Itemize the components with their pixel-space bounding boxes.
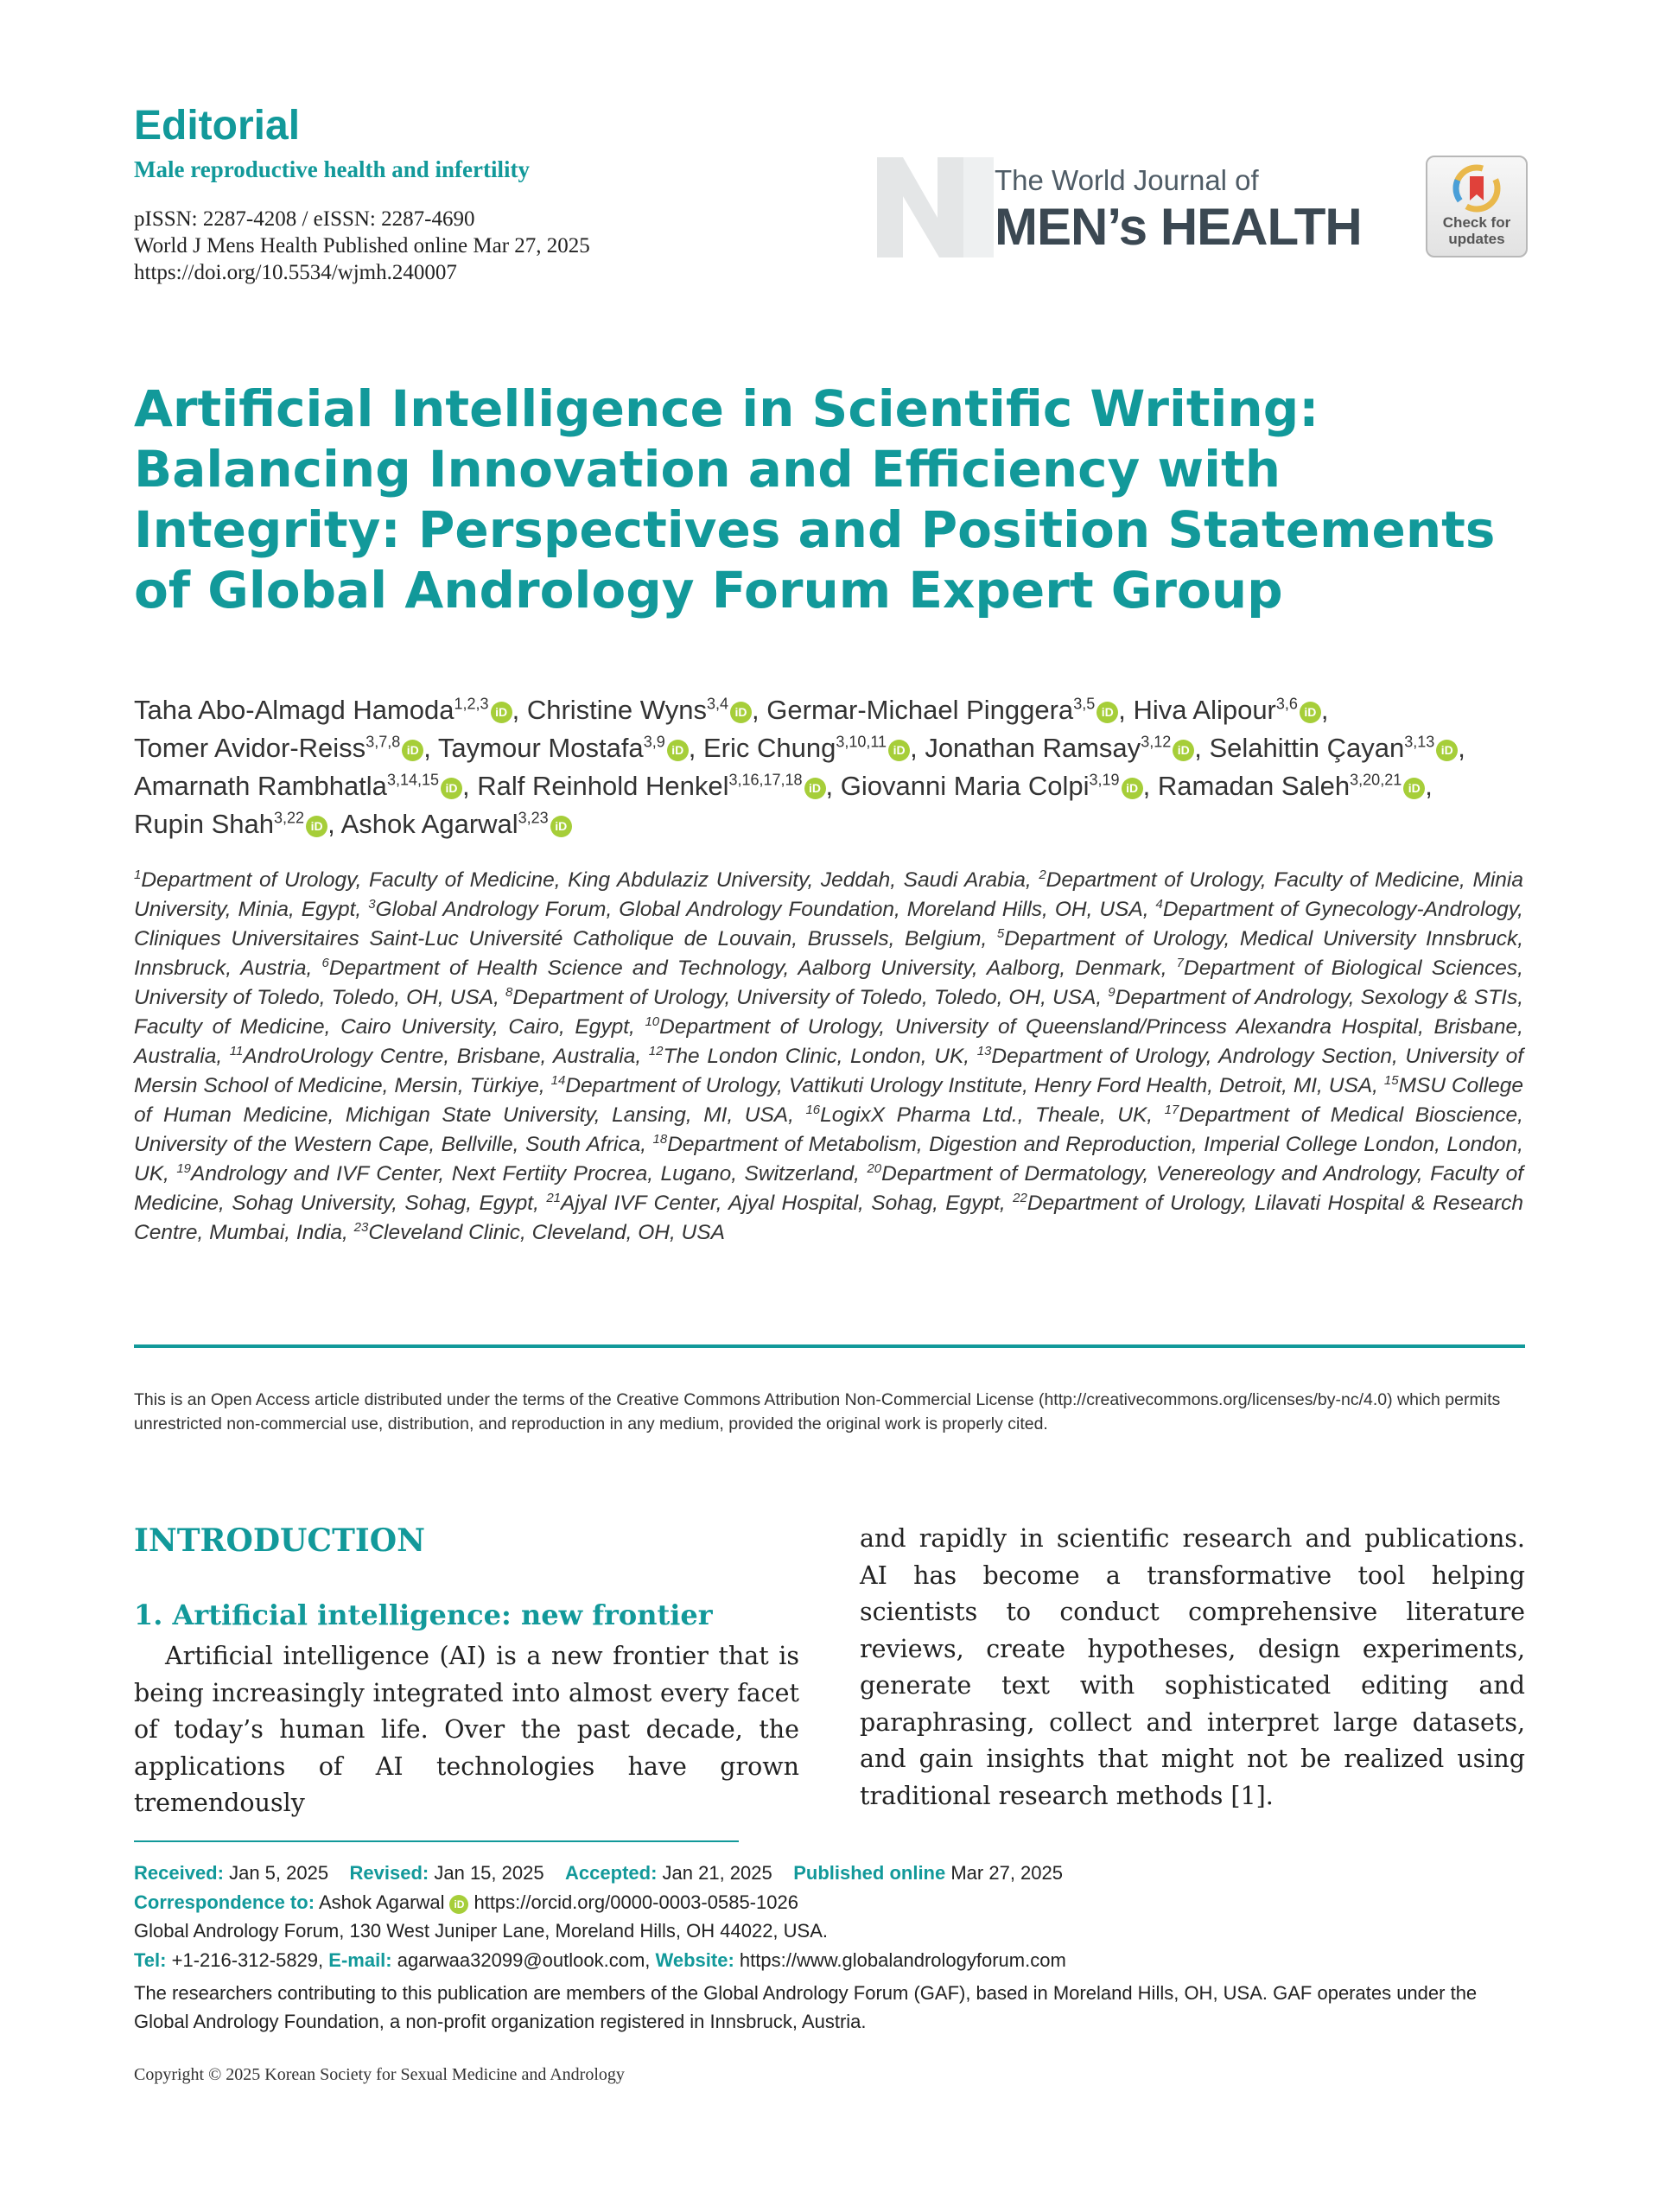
author (527, 695, 760, 725)
author-affiliation-numbers: 3,20,21 (1350, 771, 1402, 789)
author-separator: , (1142, 771, 1151, 801)
author-separator: , (825, 771, 834, 801)
orcid-icon[interactable] (888, 740, 910, 761)
author-affiliation-numbers: 3,19 (1089, 771, 1120, 789)
author-affiliation-numbers: 3,5 (1073, 695, 1096, 713)
author (766, 695, 1126, 725)
affiliation-text: Cleveland Clinic, Cleveland, OH, USA (368, 1221, 725, 1244)
affiliation-number: 20 (867, 1160, 882, 1176)
author-name: Amarnath Rambhatla (134, 771, 387, 801)
published-date: Mar 27, 2025 (950, 1862, 1063, 1884)
author (134, 809, 335, 839)
affiliation-text: Department of Metabolism, Digestion and Reproduction, Imperial College London, London, UK, (134, 1133, 1523, 1185)
author-separator: , (1425, 771, 1433, 801)
affiliation-text: Department of Medical Bioscience, University of the Western Cape, Bellville, South Africa, (134, 1103, 1523, 1156)
body-text-left: Artificial intelligence (AI) is a new frontier that is being increasingly integrated into almost every facet of today’s human life. Over the past decade, the applications of AI technologies have grown tremendously (134, 1642, 799, 1817)
author-name: Rupin Shah (134, 809, 275, 839)
affiliation-text: AndroUrology Centre, Brisbane, Australia, (243, 1045, 642, 1068)
journal-logo (877, 157, 1391, 257)
author (134, 695, 519, 725)
author-name: Ramadan Saleh (1157, 771, 1351, 801)
author-name: Ralf Reinhold Henkel (477, 771, 729, 801)
affiliations (134, 866, 1523, 1248)
author-separator: , (910, 733, 918, 763)
author (477, 771, 833, 801)
received-date: Jan 5, 2025 (229, 1862, 329, 1884)
accepted-label: Accepted: (565, 1862, 658, 1884)
orcid-icon[interactable] (804, 778, 826, 799)
correspondence-address: Global Andrology Forum, 130 West Juniper Lane, Moreland Hills, OH 44022, USA. (134, 1920, 828, 1942)
affiliation-text: The London Clinic, London, UK, (663, 1045, 970, 1068)
author-affiliation-numbers: 1,2,3 (454, 695, 489, 713)
affiliation-text: Department of Urology, Faculty of Medicine, King Abdulaziz University, Jeddah, Saudi Arabia, (141, 868, 1032, 892)
divider (134, 1344, 1525, 1348)
author (925, 733, 1202, 763)
author-affiliation-numbers: 3,7,8 (365, 733, 401, 751)
affiliation-number: 6 (321, 955, 329, 970)
author-name: Hiva Alipour (1133, 695, 1276, 725)
author-list (134, 691, 1534, 843)
affiliation-text: Department of Urology, Lilavati Hospital & Research Centre, Mumbai, India, (134, 1192, 1523, 1244)
correspondence-label: Correspondence to: (134, 1891, 315, 1913)
affiliation-text: Department of Urology, University of Toledo, Toledo, OH, USA, (512, 986, 1103, 1009)
correspondence (134, 1891, 798, 1914)
article-type: Editorial (134, 103, 301, 149)
author-name: Tomer Avidor-Reiss (134, 733, 366, 763)
tel-value: +1-216-312-5829, (171, 1949, 324, 1971)
logo-text-top: The World Journal of (995, 164, 1259, 196)
author (703, 733, 918, 763)
affiliation-text: Andrology and IVF Center, Next Fertiity Procrea, Lugano, Switzerland, (191, 1162, 860, 1185)
contact-line (134, 1949, 1066, 1972)
orcid-icon[interactable] (1096, 702, 1118, 723)
affiliation-text: Ajyal IVF Center, Ajyal Hospital, Sohag, Egypt, (561, 1192, 1006, 1215)
affiliation-text: Department of Biological Sciences, University of Toledo, Toledo, OH, USA, (134, 957, 1523, 1009)
affiliation-number: 18 (652, 1131, 668, 1147)
affiliation-number: 19 (176, 1160, 191, 1176)
footnote-divider (134, 1840, 739, 1842)
tel-label: Tel: (134, 1949, 167, 1971)
affiliation-number: 3 (368, 896, 376, 912)
affiliation-number: 22 (1013, 1190, 1027, 1205)
correspondence-name: Ashok Agarwal (318, 1891, 445, 1913)
affiliation-text: Department of Urology, Vattikuti Urology Institute, Henry Ford Health, Detroit, MI, USA, (565, 1074, 1378, 1097)
affiliation-number: 7 (1176, 955, 1185, 970)
affiliation-text: Department of Health Science and Technology, Aalborg University, Aalborg, Denmark, (328, 957, 1167, 980)
author (341, 809, 572, 839)
website-label: Website: (655, 1949, 734, 1971)
orcid-icon[interactable] (1436, 740, 1458, 761)
orcid-icon[interactable] (1173, 740, 1194, 761)
author-name: Taymour Mostafa (437, 733, 644, 763)
orcid-icon[interactable] (550, 816, 572, 837)
article-dates (134, 1862, 1063, 1885)
author-affiliation-numbers: 3,10,11 (836, 733, 887, 751)
email-link[interactable]: agarwaa32099@outlook.com, (397, 1949, 651, 1971)
author-separator: , (327, 809, 335, 839)
affiliation-number: 1 (134, 867, 142, 882)
orcid-icon[interactable] (1403, 778, 1425, 799)
affiliation-text: Department of Urology, Faculty of Medicine, Minia University, Minia, Egypt, (134, 868, 1523, 921)
check-for-updates-label: Check for updates (1442, 214, 1511, 247)
author-name: Giovanni Maria Colpi (840, 771, 1090, 801)
author-separator: , (423, 733, 431, 763)
author-separator: , (688, 733, 696, 763)
author (841, 771, 1150, 801)
journal-logo-mark-icon (877, 157, 994, 257)
orcid-icon[interactable] (730, 702, 752, 723)
affiliation-text: Department of Urology, University of Queensland/Princess Alexandra Hospital, Brisbane, Australia, (134, 1015, 1523, 1068)
author-affiliation-numbers: 3,13 (1404, 733, 1435, 751)
revised-label: Revised: (349, 1862, 429, 1884)
affiliation-number: 16 (805, 1102, 821, 1117)
affiliation-number: 10 (645, 1014, 660, 1029)
subsection-heading: 1. Artificial intelligence: new frontier (134, 1599, 713, 1631)
section-label: Male reproductive health and infertility (134, 156, 530, 182)
author (134, 733, 431, 763)
author-separator: , (462, 771, 470, 801)
affiliation-number: 2 (1039, 867, 1046, 882)
affiliation-text: Department of Urology, Medical University Innsbruck, Innsbruck, Austria, (134, 927, 1524, 980)
affiliation-number: 9 (1108, 984, 1116, 1000)
author-separator: , (1320, 695, 1329, 725)
accepted-date: Jan 21, 2025 (662, 1862, 772, 1884)
orcid-icon[interactable] (449, 1895, 468, 1914)
affiliation-text: Department of Dermatology, Venereology and Andrology, Faculty of Medicine, Sohag University, Sohag, Egypt, (134, 1162, 1524, 1215)
email-label: E-mail: (328, 1949, 392, 1971)
affiliation-number: 15 (1383, 1072, 1399, 1088)
affiliation-number: 23 (353, 1219, 369, 1235)
affiliation-text: Global Andrology Forum, Global Andrology Foundation, Moreland Hills, OH, USA, (375, 898, 1149, 921)
affiliation-number: 14 (550, 1072, 566, 1088)
orcid-icon[interactable] (441, 778, 462, 799)
author-name: Jonathan Ramsay (925, 733, 1141, 763)
check-for-updates-badge[interactable] (1426, 156, 1528, 257)
author-name: Ashok Agarwal (340, 809, 518, 839)
author-name: Taha Abo-Almagd Hamoda (134, 695, 454, 725)
author-affiliation-numbers: 3,16,17,18 (728, 771, 803, 789)
affiliation-text: Department of Urology, Andrology Section, University of Mersin School of Medicine, Mersin, Türkiye, (134, 1045, 1523, 1097)
revised-date: Jan 15, 2025 (434, 1862, 544, 1884)
affiliation-text: Department of Andrology, Sexology & STIs, Faculty of Medicine, Cairo University, Cairo, Egypt, (134, 986, 1524, 1039)
orcid-icon[interactable] (1122, 778, 1143, 799)
author-name: Christine Wyns (526, 695, 707, 725)
author-separator: , (1458, 733, 1465, 763)
bookmark-icon (1451, 162, 1503, 214)
doi-link[interactable]: https://doi.org/10.5534/wjmh.240007 (134, 261, 457, 284)
received-label: Received: (134, 1862, 224, 1884)
journal-line: World J Mens Health Published online Mar 27, 2025 (134, 234, 590, 257)
section-heading: INTRODUCTION (134, 1522, 425, 1559)
author-affiliation-numbers: 3,22 (274, 809, 305, 827)
orcid-icon[interactable] (402, 740, 423, 761)
article-title: Artificial Intelligence in Scientific Writing: Balancing Innovation and Efficiency with Integrity: Perspectives and Position Statements of Global Andrology Forum Expert Group (134, 379, 1496, 620)
body-text-right: and rapidly in scientific research and publications. AI has become a transformative tool helping scientists to conduct comprehensive literature reviews, create hypotheses, design experiments, generate text with sophisticated editing and paraphrasing, collect and interpret large datasets, and gain insights that might not be realized using traditional research methods [1]. (860, 1524, 1525, 1810)
author-name: Germar-Michael Pinggera (766, 695, 1074, 725)
author (1133, 695, 1328, 725)
affiliation-number: 13 (976, 1043, 992, 1058)
author-affiliation-numbers: 3,4 (706, 695, 729, 713)
author-affiliation-numbers: 3,23 (518, 809, 549, 827)
author-affiliation-numbers: 3,6 (1275, 695, 1298, 713)
affiliation-number: 8 (505, 984, 513, 1000)
author-separator: , (512, 695, 520, 725)
affiliation-number: 12 (648, 1043, 664, 1058)
author (1158, 771, 1433, 801)
orcid-icon[interactable] (306, 816, 327, 837)
affiliation-text: LogixX Pharma Ltd., Theale, UK, (820, 1103, 1154, 1127)
affiliation-number: 21 (546, 1190, 561, 1205)
affiliation-text: Department of Gynecology-Andrology, Cliniques Universitaires Saint-Luc Université Catholique de Louvain, Brussels, Belgium, (134, 898, 1523, 950)
affiliation-number: 17 (1164, 1102, 1179, 1117)
license-text: This is an Open Access article distributed under the terms of the Creative Commons Attribution Non-Commercial License (http://creativecommons.org/licenses/by-nc/4.0) which permits unrestricted non-commercial use, distribution, and reproduction in any medium, provided the original work is properly cited. (134, 1390, 1501, 1433)
affiliation-text: MSU College of Human Medicine, Michigan State University, Lansing, MI, USA, (134, 1074, 1523, 1127)
gaf-note: The researchers contributing to this publication are members of the Global Andrology Forum (GAF), based in Moreland Hills, OH, USA. GAF operates under the Global Andrology Foundation, a non-profit organization registered in Innsbruck, Austria. (134, 1982, 1478, 2032)
author-name: Selahittin Çayan (1209, 733, 1405, 763)
copyright: Copyright © 2025 Korean Society for Sexual Medicine and Andrology (134, 2065, 625, 2084)
author-name: Eric Chung (702, 733, 836, 763)
author-separator: , (1118, 695, 1126, 725)
orcid-icon[interactable] (667, 740, 689, 761)
orcid-icon[interactable] (491, 702, 512, 723)
affiliation-number: 4 (1155, 896, 1163, 912)
affiliation-number: 11 (229, 1043, 244, 1058)
author (1209, 733, 1465, 763)
website-link[interactable]: https://www.globalandrologyforum.com (739, 1949, 1066, 1971)
author-affiliation-numbers: 3,9 (643, 733, 665, 751)
author (438, 733, 696, 763)
published-label: Published online (793, 1862, 946, 1884)
affiliation-number: 5 (996, 925, 1005, 941)
author-affiliation-numbers: 3,12 (1141, 733, 1172, 751)
issn-line: pISSN: 2287-4208 / eISSN: 2287-4690 (134, 207, 475, 231)
orcid-icon[interactable] (1300, 702, 1321, 723)
author-separator: , (752, 695, 760, 725)
author-affiliation-numbers: 3,14,15 (386, 771, 439, 789)
orcid-link[interactable]: https://orcid.org/0000-0003-0585-1026 (474, 1891, 798, 1913)
author-separator: , (1194, 733, 1202, 763)
logo-text-bottom: MEN’s HEALTH (995, 198, 1362, 256)
author (134, 771, 470, 801)
